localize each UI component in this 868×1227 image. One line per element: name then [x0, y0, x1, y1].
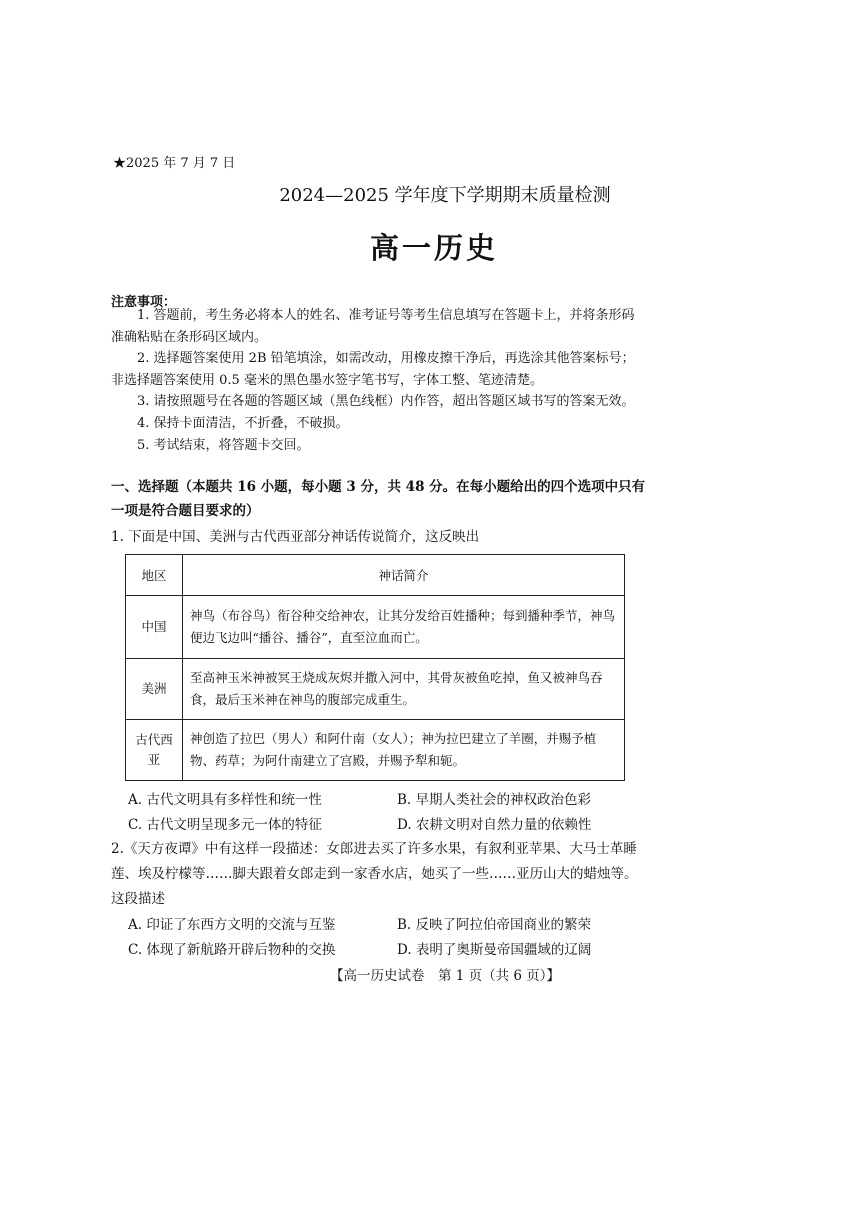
- notice-item: 5. 考试结束，将答题卡交回。: [137, 437, 310, 453]
- notice-item: 3. 请按照题号在各题的答题区域（黑色线框）内作答，超出答题区域书写的答案无效。: [137, 394, 635, 410]
- notice-item: 1. 答题前，考生务必将本人的姓名、准考证号等考生信息填写在答题卡上，并将条形码准确粘贴在条形码区域内。: [111, 308, 635, 345]
- notice-item: 2. 选择题答案使用 2B 铅笔填涂，如需改动，用橡皮擦干净后，再选涂其他答案标号；非选择题答案使用 0.5 毫米的黑色墨水签字笔书写，字体工整、笔迹清楚。: [111, 351, 635, 388]
- table-row: [126, 720, 625, 781]
- notice-heading: 注意事项：: [111, 295, 177, 310]
- question-2-stem: 2.《天方夜谭》中有这样一段描述：女郎进去买了许多水果，有叙利亚苹果、大马士革睡莲、埃及柠檬等……脚夫跟着女郎走到一家香水店，她买了一些……亚历山大的蜡烛等。这段描述: [111, 841, 638, 907]
- table-header-row: [126, 555, 625, 596]
- section-heading: 一、选择题（本题共 16 小题，每小题 3 分，共 48 分。在每小题给出的四个选项中只有一项是符合题目要求的）: [111, 479, 646, 519]
- option-d[interactable]: D. 表明了奥斯曼帝国疆域的辽阔: [397, 942, 592, 958]
- option-a[interactable]: A. 古代文明具有多样性和统一性: [128, 792, 322, 808]
- column-header-region: 地区: [126, 555, 183, 596]
- option-d[interactable]: D. 农耕文明对自然力量的依赖性: [397, 817, 592, 833]
- table-row: [126, 596, 625, 659]
- exam-title: 2024—2025 学年度下学期期末质量检测: [279, 185, 611, 206]
- option-c[interactable]: C. 体现了新航路开辟后物种的交换: [128, 942, 336, 958]
- notice-list: [111, 305, 646, 456]
- table-cell-region: 中国: [126, 596, 183, 659]
- exam-date: ★2025 年 7 月 7 日: [113, 156, 236, 171]
- notice-item: 4. 保持卡面清洁，不折叠，不破损。: [137, 415, 349, 431]
- page-footer: 【高一历史试卷 第 1 页（共 6 页）】: [329, 968, 561, 984]
- table-cell-desc: 神鸟（布谷鸟）衔谷种交给神农，让其分发给百姓播种；每到播种季节，神鸟便边飞边叫“播谷、播谷”，直至泣血而亡。: [183, 596, 625, 659]
- option-c[interactable]: C. 古代文明呈现多元一体的特征: [128, 817, 322, 833]
- table-cell-region: 美洲: [126, 659, 183, 720]
- table-cell-desc: 神创造了拉巴（男人）和阿什南（女人）；神为拉巴建立了羊圈，并赐予植物、药草；为阿什南建立了宫殿，并赐予犁和轭。: [183, 720, 625, 781]
- option-b[interactable]: B. 早期人类社会的神权政治色彩: [397, 792, 592, 808]
- option-a[interactable]: A. 印证了东西方文明的交流与互鉴: [128, 917, 336, 933]
- myth-table: [125, 554, 625, 781]
- table-row: [126, 659, 625, 720]
- subject-title: 高一历史: [369, 231, 498, 265]
- option-b[interactable]: B. 反映了阿拉伯帝国商业的繁荣: [397, 917, 592, 933]
- question-1-stem: 1. 下面是中国、美洲与古代西亚部分神话传说简介，这反映出: [111, 529, 480, 545]
- table-cell-desc: 至高神玉米神被冥王烧成灰烬并撒入河中，其骨灰被鱼吃掉，鱼又被神鸟吞食，最后玉米神在神鸟的腹部完成重生。: [183, 659, 625, 720]
- column-header-desc: 神话简介: [183, 555, 625, 596]
- table-cell-region: 古代西亚: [126, 720, 183, 781]
